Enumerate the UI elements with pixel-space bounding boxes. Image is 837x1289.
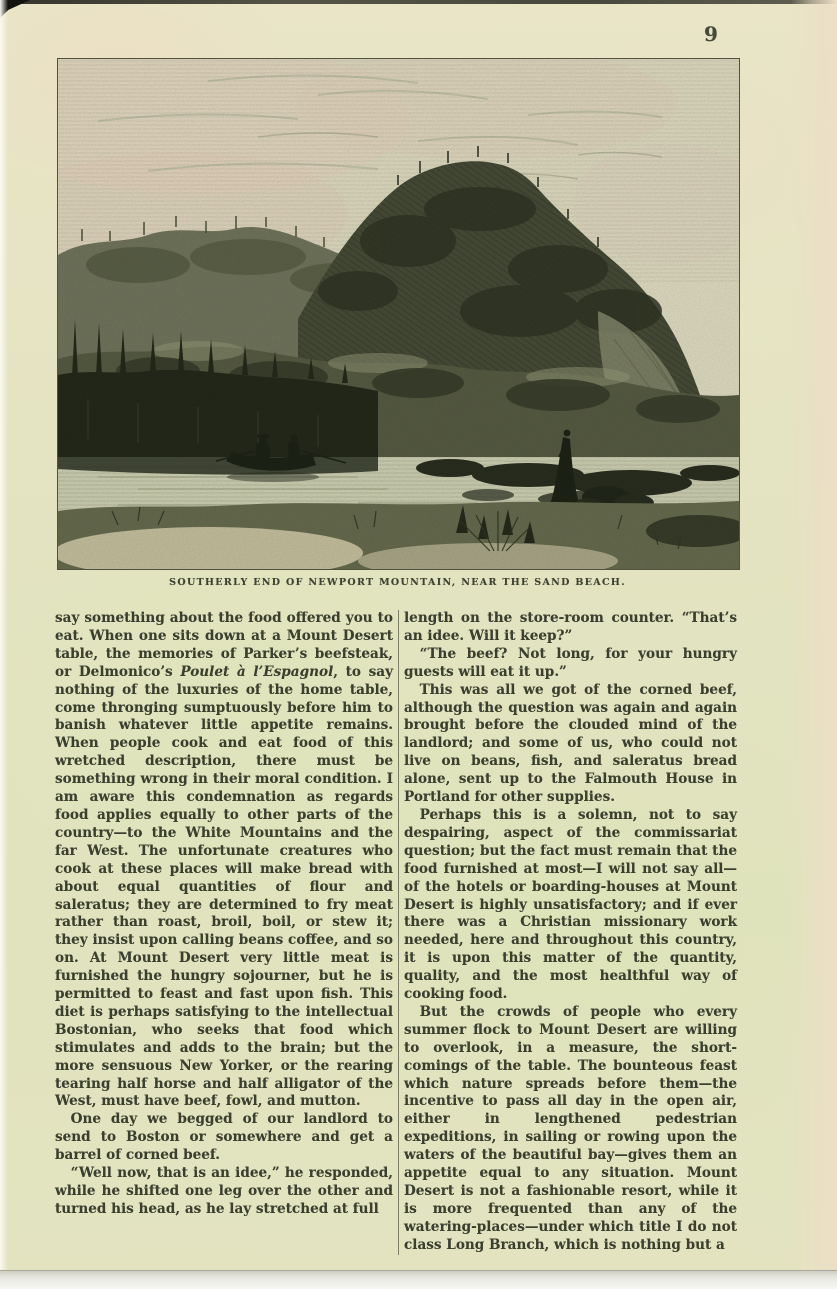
paragraph: say something about the food offered you to eat. When one sits down at a Mount Desert table, the memories of Parker’s beefsteak, or Delmonico’s Poulet à l’Espagnol, to say nothing of the luxuries of the home table, come thronging sumptuously before him to banish whatever little appetite remains. When people cook and eat food of this wretched description, there must be something wrong in their moral condition. I am aware this condemnation as regards food applies equally to other parts of the country—to the White Mountains and the far West. The unfortunate creatures who cook at these places will make bread with about equal quantities of flour and saleratus; they are determined to fry meat rather than roast, broil, boil, or stew it; they insist upon calling beans coffee, and so on. At Mount Desert very little meat is furnished the hungry sojourner, but he is permitted to feast and fast upon fish. This diet is perhaps satisfying to the intellectual Bostonian, who seeks that food which stimulates and adds to the brain; but the more sensuous New Yorker, or the rearing tearing half horse and half alligator of the West, must have beef, fowl, and mutton. <box>55 610 394 1110</box>
text-column-right <box>404 610 737 1255</box>
illustration-caption: SOUTHERLY END OF NEWPORT MOUNTAIN, NEAR THE SAND BEACH. <box>169 577 626 588</box>
text-column-left <box>55 610 393 1255</box>
paragraph: “The beef? Not long, for your hungry guests will eat it up.” <box>404 645 737 680</box>
scan-edge-bottom <box>0 1270 837 1289</box>
scan-edge-left <box>0 0 8 1289</box>
paragraph: Perhaps this is a solemn, not to say despairing, aspect of the commissariat question; but the fact must remain that the food furnished at most—I will not say all—of the hotels or boarding-houses at Mount Desert is highly unsatisfactory; and if ever there was a Christian missionary work needed, here and throughout this country, it is upon this matter of the quantity, quality, and the most healthful way of cooking food. <box>404 806 737 1003</box>
paragraph: “Well now, that is an idee,” he responded, while he shifted one leg over the other and turned his head, as he lay stretched at full <box>55 1165 393 1217</box>
plate-illustration <box>57 58 740 570</box>
column-divider-rule <box>398 610 399 1255</box>
paragraph: One day we begged of our landlord to send to Boston or somewhere and get a barrel of corned beef. <box>55 1111 393 1164</box>
paragraph: This was all we got of the corned beef, although the question was again and again brought before the clouded mind of the landlord; and some of us, who could not live on beans, fish, and saleratus bread alone, sent up to the Falmouth House in Portland for other supplies. <box>404 681 737 806</box>
paragraph: But the crowds of people who every summer flock to Mount Desert are willing to overlook, in a measure, the short-comings of the table. The bounteous feast which nature spreads before them—the incentive to pass all day in the open air, either in lengthened pedestrian expeditions, in sailing or rowing upon the waters of the beautiful bay—gives them an appetite equal to any situation. Mount Desert is not a fashionable resort, while it is more frequented than any of the watering-places—under which title I do not class Long Branch, which is nothing but a <box>404 1003 737 1253</box>
article-body <box>55 610 737 1255</box>
scan-edge-right <box>791 0 837 1289</box>
page-number: 9 <box>704 22 718 46</box>
scan-edge-top <box>0 0 837 4</box>
engraving-newport-mountain <box>58 59 739 569</box>
paragraph: length on the store-room counter. “That’s an idee. Will it keep?” <box>404 610 737 644</box>
